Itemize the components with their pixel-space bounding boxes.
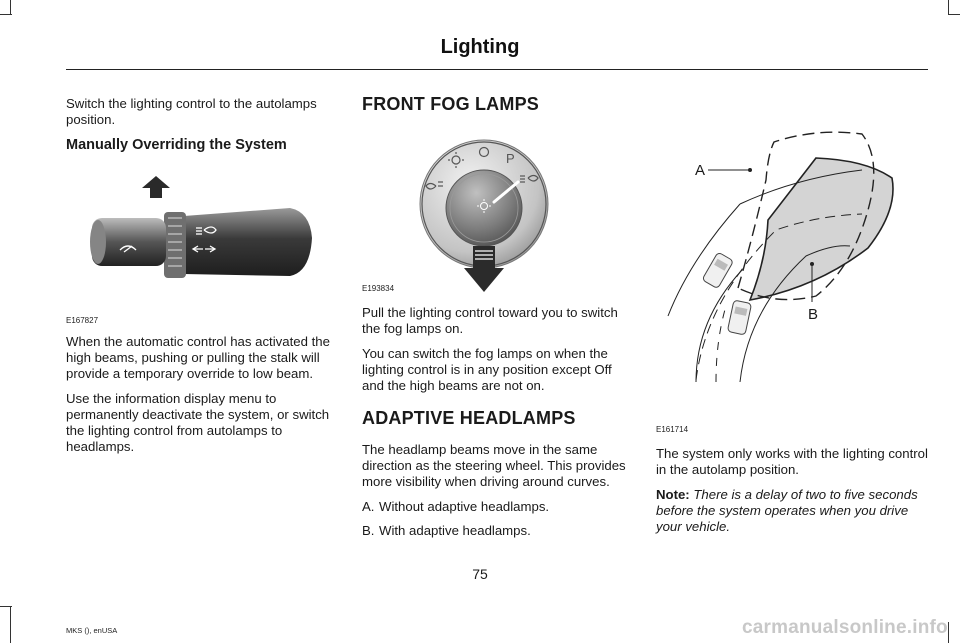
section-heading: ADAPTIVE HEADLAMPS xyxy=(362,408,576,428)
right-column-body xyxy=(656,446,928,544)
adaptive-paragraph: The headlamp beams move in the same direction as the steering wheel. This provides more visibility when driving around curves. xyxy=(362,442,626,489)
left-column xyxy=(66,96,338,153)
crop-mark xyxy=(0,14,12,15)
fog-condition-paragraph: You can switch the fog lamps on when the lighting control is in any position except Off and the high beams are not on. xyxy=(362,346,612,393)
page-number: 75 xyxy=(472,566,488,582)
crop-mark xyxy=(948,0,949,14)
watermark: carmanualsonline.info xyxy=(742,617,948,638)
left-column-body xyxy=(66,334,338,464)
note-paragraph xyxy=(656,487,928,535)
section-subheading: Manually Overriding the System xyxy=(66,137,287,153)
crop-mark xyxy=(948,622,949,643)
crop-mark xyxy=(10,606,11,643)
dial-label-p: P xyxy=(506,151,515,166)
deactivate-paragraph: Use the information display menu to permanently deactivate the system, or switch the lighting control from autolamps to headlamps. xyxy=(66,391,330,454)
list-item: A. Without adaptive headlamps. xyxy=(362,499,550,514)
adaptive-beam-illustration xyxy=(656,120,896,390)
lighting-dial-illustration xyxy=(414,138,554,300)
page-title: Lighting xyxy=(440,36,520,58)
autolamp-paragraph: The system only works with the lighting control in the autolamp position. xyxy=(656,446,928,477)
figure-code: E167827 xyxy=(66,316,99,325)
intro-paragraph: Switch the lighting control to the autolamps position. xyxy=(66,96,317,127)
figure-code: E193834 xyxy=(362,284,395,293)
stalk-illustration xyxy=(84,168,316,290)
figure-code: E161714 xyxy=(656,425,689,434)
crop-mark xyxy=(10,0,11,14)
fog-pull-paragraph: Pull the lighting control toward you to switch the fog lamps on. xyxy=(362,305,618,336)
note-label: Note: xyxy=(656,487,690,502)
note-text: There is a delay of two to five seconds before the system operates when you drive your vehicle. xyxy=(656,487,918,534)
override-paragraph: When the automatic control has activated the high beams, pushing or pulling the stalk will provide a temporary override to low beam. xyxy=(66,334,330,381)
section-heading: FRONT FOG LAMPS xyxy=(362,94,539,114)
callout-label-a: A xyxy=(695,162,706,179)
header-rule xyxy=(66,69,928,70)
list-item: B. With adaptive headlamps. xyxy=(362,523,531,538)
middle-column-body xyxy=(362,305,634,547)
crop-mark xyxy=(948,14,960,15)
crop-mark xyxy=(0,606,12,607)
arrow-up-icon xyxy=(142,176,170,198)
fog-lamps-section xyxy=(362,96,634,112)
callout-label-b: B xyxy=(808,306,819,323)
arrow-down-icon xyxy=(473,246,495,268)
document-id: MKS (), enUSA xyxy=(66,626,118,635)
